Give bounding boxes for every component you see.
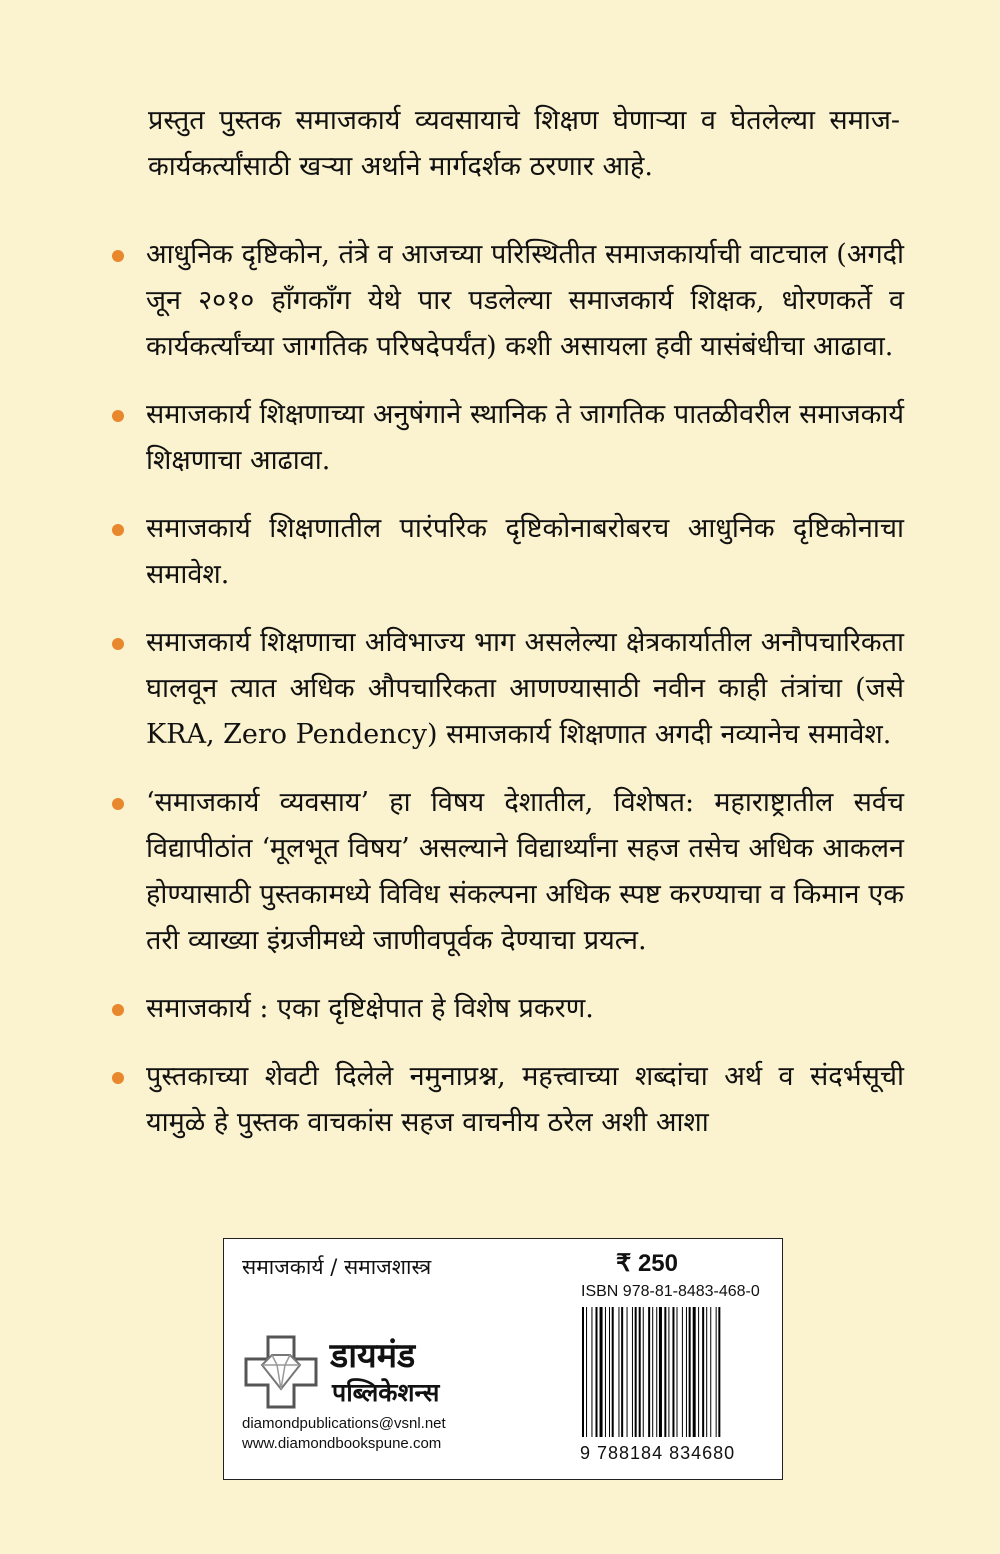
bullet-icon xyxy=(112,1072,124,1084)
list-item-text: पुस्तकाच्या शेवटी दिलेले नमुनाप्रश्न, महत्त्वाच्या शब्दांचा अर्थ व संदर्भसूची यामुळे हे पुस्तक वाचकांस सहज वाचनीय ठरेल अशी आशा xyxy=(146,1061,904,1138)
barcode-bar xyxy=(582,1307,584,1437)
barcode-bar xyxy=(672,1307,674,1437)
barcode-bar xyxy=(716,1307,717,1437)
feature-list xyxy=(112,232,904,1168)
barcode-bar xyxy=(702,1307,704,1437)
price-label: ₹ 250 xyxy=(616,1250,678,1277)
publisher-email: diamondpublications@vsnl.net xyxy=(242,1415,446,1432)
publisher-info-box xyxy=(223,1238,783,1480)
list-item-text: समाजकार्य शिक्षणाच्या अनुषंगाने स्थानिक ते जागतिक पातळीवरील समाजकार्य शिक्षणाचा आढावा. xyxy=(146,399,904,476)
bullet-icon xyxy=(112,524,124,536)
barcode-bar xyxy=(693,1307,696,1437)
barcode-bar xyxy=(621,1307,623,1437)
list-item-text: ‘समाजकार्य व्यवसाय’ हा विषय देशातील, विशेषत: महाराष्ट्रातील सर्वच विद्यापीठांत ‘मूलभूत विषय’ असल्याने विद्यार्थ्यांना सहज तसेच अधिक आकलन होण्यासाठी पुस्तकामध्ये विविध संकल्पना अधिक स्पष्ट करण्याचा व किमान एक तरी व्याख्या इंग्रजीमध्ये जाणीवपूर्वक देण्याचा प्रयत्न. xyxy=(146,787,904,956)
barcode-bar xyxy=(632,1307,633,1437)
barcode-bar xyxy=(652,1307,653,1437)
list-item xyxy=(112,392,904,484)
barcode-bar xyxy=(643,1307,644,1437)
barcode-bar xyxy=(627,1307,628,1437)
category-label: समाजकार्य / समाजशास्त्र xyxy=(242,1255,432,1279)
list-item xyxy=(112,986,904,1032)
publisher-name-line2: पब्लिकेशन्स xyxy=(332,1378,440,1407)
barcode xyxy=(580,1307,766,1437)
list-item-text: समाजकार्य शिक्षणातील पारंपरिक दृष्टिकोनाबरोबरच आधुनिक दृष्टिकोनाचा समावेश. xyxy=(146,513,904,590)
isbn-label: ISBN 978-81-8483-468-0 xyxy=(581,1283,760,1300)
barcode-bar xyxy=(698,1307,699,1437)
barcode-bar xyxy=(668,1307,669,1437)
bullet-icon xyxy=(112,410,124,422)
barcode-bar xyxy=(686,1307,687,1437)
barcode-bar xyxy=(718,1307,720,1437)
barcode-bar xyxy=(648,1307,650,1437)
list-item-text: आधुनिक दृष्टिकोन, तंत्रे व आजच्या परिस्थितीत समाजकार्याची वाटचाल (अगदी जून २०१० हाँगकाँग येथे पार पडलेल्या समाजकार्य शिक्षक, धोरणकर्ते व कार्यकर्त्यांच्या जागतिक परिषदेपर्यंत) कशी असायला हवी यासंबंधीचा आढावा. xyxy=(146,239,904,362)
list-item-text: समाजकार्य शिक्षणाचा अविभाज्य भाग असलेल्या क्षेत्रकार्यातील अनौपचारिकता घालवून त्यात अधिक औपचारिकता आणण्यासाठी नवीन काही तंत्रांचा (जसे KRA, Zero Pendency) समाजकार्य शिक्षणात अगदी नव्यानेच समावेश. xyxy=(146,627,904,750)
barcode-bar xyxy=(656,1307,657,1437)
barcode-number: 9 788184 834680 xyxy=(580,1443,736,1463)
barcode-bar xyxy=(586,1307,587,1437)
barcode-bar xyxy=(659,1307,662,1437)
list-item xyxy=(112,1054,904,1146)
publisher-website: www.diamondbookspune.com xyxy=(242,1435,442,1452)
barcode-bar xyxy=(605,1307,606,1437)
barcode-bar xyxy=(612,1307,614,1437)
bullet-icon xyxy=(112,638,124,650)
barcode-bar xyxy=(689,1307,691,1437)
barcode-bar xyxy=(710,1307,711,1437)
barcode-bar xyxy=(609,1307,610,1437)
bullet-icon xyxy=(112,1004,124,1016)
barcode-bar xyxy=(677,1307,678,1437)
barcode-bar xyxy=(635,1307,637,1437)
barcode-bar xyxy=(618,1307,619,1437)
publisher-logo xyxy=(244,1331,544,1413)
list-item xyxy=(112,620,904,758)
publisher-name: डायमंड xyxy=(330,1336,416,1376)
list-item-text: समाजकार्य : एका दृष्टिक्षेपात हे विशेष प्रकरण. xyxy=(146,993,594,1024)
diamond-logo-icon xyxy=(244,1335,318,1409)
barcode-bar xyxy=(706,1307,707,1437)
intro-paragraph: प्रस्तुत पुस्तक समाजकार्य व्यवसायाचे शिक्षण घेणाऱ्या व घेतलेल्या समाज-कार्यकर्त्यांसाठी खऱ्या अर्थाने मार्गदर्शक ठरणार आहे. xyxy=(148,105,900,182)
list-item xyxy=(112,506,904,598)
bullet-icon xyxy=(112,250,124,262)
list-item xyxy=(112,232,904,370)
barcode-bar xyxy=(591,1307,592,1437)
list-item xyxy=(112,780,904,964)
barcode-bar xyxy=(596,1307,598,1437)
barcode-bar xyxy=(682,1307,683,1437)
barcode-bar xyxy=(600,1307,603,1437)
barcode-bar xyxy=(664,1307,666,1437)
barcode-bar xyxy=(639,1307,641,1437)
bullet-icon xyxy=(112,798,124,810)
